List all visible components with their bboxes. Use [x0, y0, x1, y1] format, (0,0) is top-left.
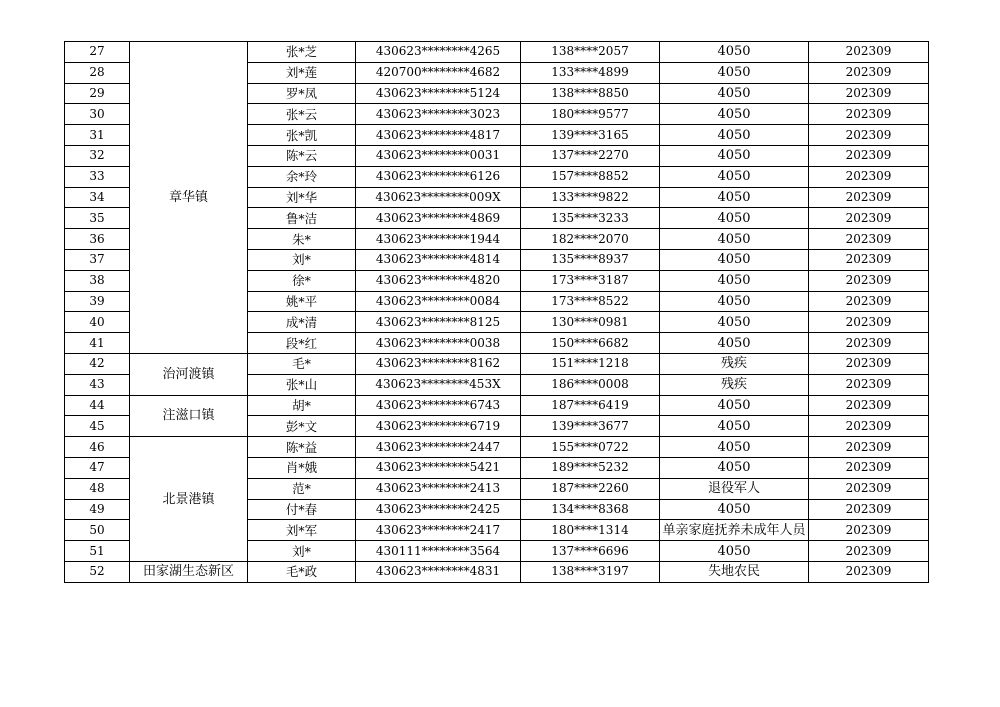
row-number: 51	[65, 541, 130, 562]
data-table	[64, 41, 929, 583]
phone-number: 187****2260	[521, 478, 660, 499]
row-number: 52	[65, 561, 130, 582]
town-cell: 田家湖生态新区	[130, 561, 248, 582]
row-number: 32	[65, 145, 130, 166]
phone-number: 150****6682	[521, 333, 660, 354]
row-number: 33	[65, 166, 130, 187]
period: 202309	[809, 333, 929, 354]
row-number: 39	[65, 291, 130, 312]
category: 4050	[660, 145, 809, 166]
row-number: 34	[65, 187, 130, 208]
row-number: 28	[65, 62, 130, 83]
category: 单亲家庭抚养未成年人员	[660, 520, 809, 541]
table-row	[65, 353, 929, 374]
row-number: 40	[65, 312, 130, 333]
person-name: 刘*	[248, 249, 356, 270]
row-number: 44	[65, 395, 130, 416]
id-number: 430623********1944	[356, 229, 521, 250]
category: 4050	[660, 125, 809, 146]
row-number: 31	[65, 125, 130, 146]
row-number: 50	[65, 520, 130, 541]
id-number: 430623********3023	[356, 104, 521, 125]
id-number: 430623********2447	[356, 437, 521, 458]
row-number: 49	[65, 499, 130, 520]
table-row	[65, 437, 929, 458]
phone-number: 180****9577	[521, 104, 660, 125]
row-number: 30	[65, 104, 130, 125]
id-number: 430111********3564	[356, 541, 521, 562]
person-name: 陈*益	[248, 437, 356, 458]
person-name: 罗*凤	[248, 83, 356, 104]
phone-number: 187****6419	[521, 395, 660, 416]
id-number: 430623********6743	[356, 395, 521, 416]
period: 202309	[809, 395, 929, 416]
period: 202309	[809, 83, 929, 104]
category: 4050	[660, 104, 809, 125]
period: 202309	[809, 520, 929, 541]
person-name: 张*凯	[248, 125, 356, 146]
phone-number: 138****2057	[521, 42, 660, 63]
phone-number: 137****6696	[521, 541, 660, 562]
person-name: 范*	[248, 478, 356, 499]
table-row	[65, 395, 929, 416]
person-name: 陈*云	[248, 145, 356, 166]
category: 4050	[660, 83, 809, 104]
id-number: 430623********8125	[356, 312, 521, 333]
row-number: 43	[65, 374, 130, 395]
person-name: 胡*	[248, 395, 356, 416]
category: 残疾	[660, 353, 809, 374]
row-number: 35	[65, 208, 130, 229]
phone-number: 139****3165	[521, 125, 660, 146]
category: 失地农民	[660, 561, 809, 582]
person-name: 张*芝	[248, 42, 356, 63]
phone-number: 182****2070	[521, 229, 660, 250]
row-number: 42	[65, 353, 130, 374]
id-number: 430623********0031	[356, 145, 521, 166]
table-row	[65, 561, 929, 582]
period: 202309	[809, 166, 929, 187]
category: 4050	[660, 62, 809, 83]
period: 202309	[809, 229, 929, 250]
period: 202309	[809, 249, 929, 270]
row-number: 48	[65, 478, 130, 499]
id-number: 430623********2413	[356, 478, 521, 499]
person-name: 刘*	[248, 541, 356, 562]
row-number: 38	[65, 270, 130, 291]
id-number: 430623********2417	[356, 520, 521, 541]
period: 202309	[809, 291, 929, 312]
phone-number: 180****1314	[521, 520, 660, 541]
id-number: 430623********5421	[356, 457, 521, 478]
id-number: 420700********4682	[356, 62, 521, 83]
period: 202309	[809, 145, 929, 166]
id-number: 430623********0084	[356, 291, 521, 312]
category: 退役军人	[660, 478, 809, 499]
category: 4050	[660, 42, 809, 63]
category: 4050	[660, 270, 809, 291]
id-number: 430623********4817	[356, 125, 521, 146]
category: 4050	[660, 499, 809, 520]
phone-number: 135****8937	[521, 249, 660, 270]
category: 4050	[660, 208, 809, 229]
person-name: 成*清	[248, 312, 356, 333]
town-cell: 注滋口镇	[130, 395, 248, 437]
id-number: 430623********4869	[356, 208, 521, 229]
id-number: 430623********8162	[356, 353, 521, 374]
period: 202309	[809, 125, 929, 146]
town-cell: 章华镇	[130, 42, 248, 354]
phone-number: 134****8368	[521, 499, 660, 520]
category: 4050	[660, 457, 809, 478]
id-number: 430623********4265	[356, 42, 521, 63]
period: 202309	[809, 437, 929, 458]
category: 4050	[660, 291, 809, 312]
id-number: 430623********6126	[356, 166, 521, 187]
row-number: 36	[65, 229, 130, 250]
person-name: 姚*平	[248, 291, 356, 312]
category: 4050	[660, 312, 809, 333]
phone-number: 135****3233	[521, 208, 660, 229]
person-name: 段*红	[248, 333, 356, 354]
row-number: 47	[65, 457, 130, 478]
id-number: 430623********4831	[356, 561, 521, 582]
phone-number: 157****8852	[521, 166, 660, 187]
period: 202309	[809, 457, 929, 478]
phone-number: 189****5232	[521, 457, 660, 478]
phone-number: 138****8850	[521, 83, 660, 104]
phone-number: 130****0981	[521, 312, 660, 333]
person-name: 朱*	[248, 229, 356, 250]
person-name: 毛*	[248, 353, 356, 374]
row-number: 27	[65, 42, 130, 63]
period: 202309	[809, 312, 929, 333]
person-name: 毛*政	[248, 561, 356, 582]
category: 残疾	[660, 374, 809, 395]
period: 202309	[809, 62, 929, 83]
period: 202309	[809, 416, 929, 437]
id-number: 430623********5124	[356, 83, 521, 104]
row-number: 46	[65, 437, 130, 458]
id-number: 430623********2425	[356, 499, 521, 520]
phone-number: 133****4899	[521, 62, 660, 83]
category: 4050	[660, 249, 809, 270]
category: 4050	[660, 229, 809, 250]
phone-number: 138****3197	[521, 561, 660, 582]
phone-number: 173****3187	[521, 270, 660, 291]
person-name: 刘*华	[248, 187, 356, 208]
category: 4050	[660, 416, 809, 437]
phone-number: 173****8522	[521, 291, 660, 312]
table-row	[65, 42, 929, 63]
category: 4050	[660, 437, 809, 458]
id-number: 430623********0038	[356, 333, 521, 354]
town-cell: 治河渡镇	[130, 353, 248, 395]
person-name: 刘*军	[248, 520, 356, 541]
row-number: 41	[65, 333, 130, 354]
category: 4050	[660, 395, 809, 416]
id-number: 430623********453X	[356, 374, 521, 395]
id-number: 430623********4814	[356, 249, 521, 270]
person-name: 刘*莲	[248, 62, 356, 83]
period: 202309	[809, 561, 929, 582]
period: 202309	[809, 104, 929, 125]
category: 4050	[660, 333, 809, 354]
person-name: 张*山	[248, 374, 356, 395]
phone-number: 137****2270	[521, 145, 660, 166]
person-name: 鲁*洁	[248, 208, 356, 229]
id-number: 430623********4820	[356, 270, 521, 291]
town-cell: 北景港镇	[130, 437, 248, 562]
phone-number: 186****0008	[521, 374, 660, 395]
row-number: 45	[65, 416, 130, 437]
person-name: 徐*	[248, 270, 356, 291]
category: 4050	[660, 166, 809, 187]
phone-number: 155****0722	[521, 437, 660, 458]
row-number: 37	[65, 249, 130, 270]
period: 202309	[809, 270, 929, 291]
person-name: 余*玲	[248, 166, 356, 187]
period: 202309	[809, 541, 929, 562]
category: 4050	[660, 187, 809, 208]
id-number: 430623********6719	[356, 416, 521, 437]
person-name: 肖*娥	[248, 457, 356, 478]
id-number: 430623********009X	[356, 187, 521, 208]
phone-number: 151****1218	[521, 353, 660, 374]
period: 202309	[809, 353, 929, 374]
period: 202309	[809, 499, 929, 520]
period: 202309	[809, 187, 929, 208]
category: 4050	[660, 541, 809, 562]
phone-number: 139****3677	[521, 416, 660, 437]
row-number: 29	[65, 83, 130, 104]
person-name: 付*春	[248, 499, 356, 520]
period: 202309	[809, 374, 929, 395]
period: 202309	[809, 478, 929, 499]
person-name: 彭*文	[248, 416, 356, 437]
person-name: 张*云	[248, 104, 356, 125]
phone-number: 133****9822	[521, 187, 660, 208]
period: 202309	[809, 208, 929, 229]
period: 202309	[809, 42, 929, 63]
